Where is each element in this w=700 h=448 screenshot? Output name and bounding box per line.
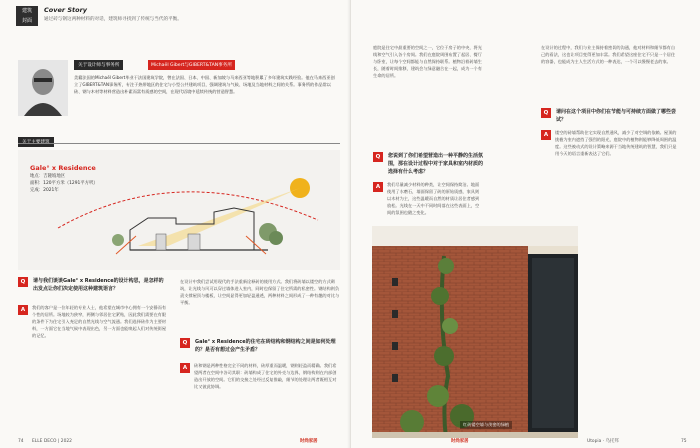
question-2: Q Gale° x Residence的住宅在砖结构和钢结构之间是如何处理的？是否有想过会产生矛盾？ xyxy=(180,338,340,354)
answer-marker: A xyxy=(18,305,28,315)
left-page-number: 74 xyxy=(18,439,24,444)
question-marker: Q xyxy=(180,338,190,348)
right-publication: Utopia · 乌托邦 xyxy=(587,439,619,444)
right-page-number: 75 xyxy=(681,439,687,444)
right-footer-logo: 时尚家居 xyxy=(451,439,469,444)
right-col1-text: 庭院是住宅中最重要的空间之一，它位于房子的中央，将光线和空气引入各个房间。我们在庭院周围布置了起居、餐厅与卧室，让每个空间都能与自然保持联系。植物沿着砖墙生长，随着时间推移，建筑会与绿意融合在一起，成为一个有生命的居所。 xyxy=(373,45,482,78)
section-badge: 建筑 封面 xyxy=(16,6,38,26)
left-footer-logo: 时尚家居 xyxy=(300,439,318,444)
about-designer-tag: 关于设计师与事务所 xyxy=(74,60,123,70)
designer-bio: 美籍法国的Michaël Gibert毕业于法国建筑学院，曾在法国、日本、中国、新加坡与马来西亚等地积累了多年建筑实践经验。他在马来西亚创立了GIBERT&TAN事务所，专注于热带地区的住宅与小型公共建筑项目，强调建筑与气候、场地及当地材料之间的关系。事务所的作品常以砖、钢与木材等材料营造出朴素而富有质感的空间，在现代语境中延续传统的营造智慧。 xyxy=(74,75,335,94)
project-area: 面积：120平方米（1291平方呎） xyxy=(30,181,98,186)
project-location: 地点：吉隆坡地区 xyxy=(30,174,66,179)
answer-3: 我们尽量减少材料的种类，让空间保持简洁。地面使用了水磨石，墙面保留了砖的原始质感，家具则以木材为主，这些温暖而自然的材质让居住者感到放松。光线在一天中不同时间落在这些表面上，空间的氛围也随之变化。 xyxy=(387,182,480,215)
answer-2: 砖和钢是两种性格完全不同的材料，砖厚重而温暖，钢则轻盈而精确。我们希望两者在空间中各司其职：砖墙构成了住宅的外壳与边界，钢结构则在内部创造出开放的空间。它们的交接之处经过反复推敲，细节的处理让两者既相互对比又彼此协调。 xyxy=(194,363,337,389)
answer-marker: A xyxy=(180,363,190,373)
project-year: 完成：2021年 xyxy=(30,188,59,193)
answer-1-col2: 在设计中我们尝试用现代的手法重新诠释砖的使用方式。我们将砖墙以镂空的方式砌筑，让光线与风可以穿过墙体进入室内，同时也保留了住宅所需的私密性。钢结构则负责支撑屋顶与楼板，让空间显得更加轻盈通透，两种材料之间形成了一种有趣的对比与平衡。 xyxy=(180,279,340,305)
question-marker: Q xyxy=(18,277,28,287)
left-publication: ELLE DECO | 2022 xyxy=(32,439,72,444)
designer-name-tag: Michaël Gibert与GIBERT&TAN事务所 xyxy=(148,60,235,70)
answer-1-col1: 我们的客户是一位年轻的专业人士，他希望在城市中心拥有一个安静而有个性的居所。场地较为狭窄，两侧与邻居住宅紧贴，因此我们需要在有限的条件下为住宅引入充足的自然光线与空气流通。我们选择砖作为主要材料，一方面它在当地气候中表现出色，另一方面也能唤起人们对传统街屋的记忆。 xyxy=(32,305,167,338)
question-marker: Q xyxy=(373,152,383,162)
divider xyxy=(18,143,340,144)
about-building-tag xyxy=(18,137,54,147)
answer-4: 镂空的砖墙帮助住宅实现自然通风，减少了对空调的依赖。屋顶的挑檐为室内遮挡了强烈的阳光，庭院中的植物则能够降低周围的温度。这些被动式的设计策略来源于当地传统建筑的智慧，我们只是用今天的语言重新表达了它们。 xyxy=(555,130,677,156)
brick-house-photo xyxy=(372,226,578,438)
question-marker: Q xyxy=(541,108,551,118)
answer-marker: A xyxy=(541,130,551,140)
section-title: Cover Story xyxy=(44,6,88,14)
section-header xyxy=(16,6,182,26)
answer-marker: A xyxy=(373,182,383,192)
question-1: Q 请与我们谈谈Gale° x Residence的设计构思，是怎样的出发点让你们决定使用这种建筑语言？ xyxy=(18,277,168,293)
right-col2-text: 在设计的过程中，我们与业主保持着密切的沟通，他对材料和细节都有自己的看法，这也让项目变得更加丰富。我们希望这座住宅不只是一个居住的容器，也能成为主人生活方式的一种表达，一个可以慢慢老去的家。 xyxy=(541,45,676,64)
photo-caption: 红砖镂空墙与茂密的绿植 xyxy=(460,421,512,429)
question-4: Q 请问在这个项目中你们在节能与可持续方面做了哪些尝试？ xyxy=(541,108,677,124)
designer-portrait xyxy=(18,60,68,116)
section-subtitle: 通过砖与钢这两种材料的对话，建筑师寻找到了传统与当代的平衡。 xyxy=(44,17,182,22)
project-name: Gale° x Residence xyxy=(30,164,96,172)
question-3: Q 您说到了你们希望营造出一种平静的生活氛围，那在设计过程中对于家具和室内材质的选择有什么考虑？ xyxy=(373,152,483,176)
